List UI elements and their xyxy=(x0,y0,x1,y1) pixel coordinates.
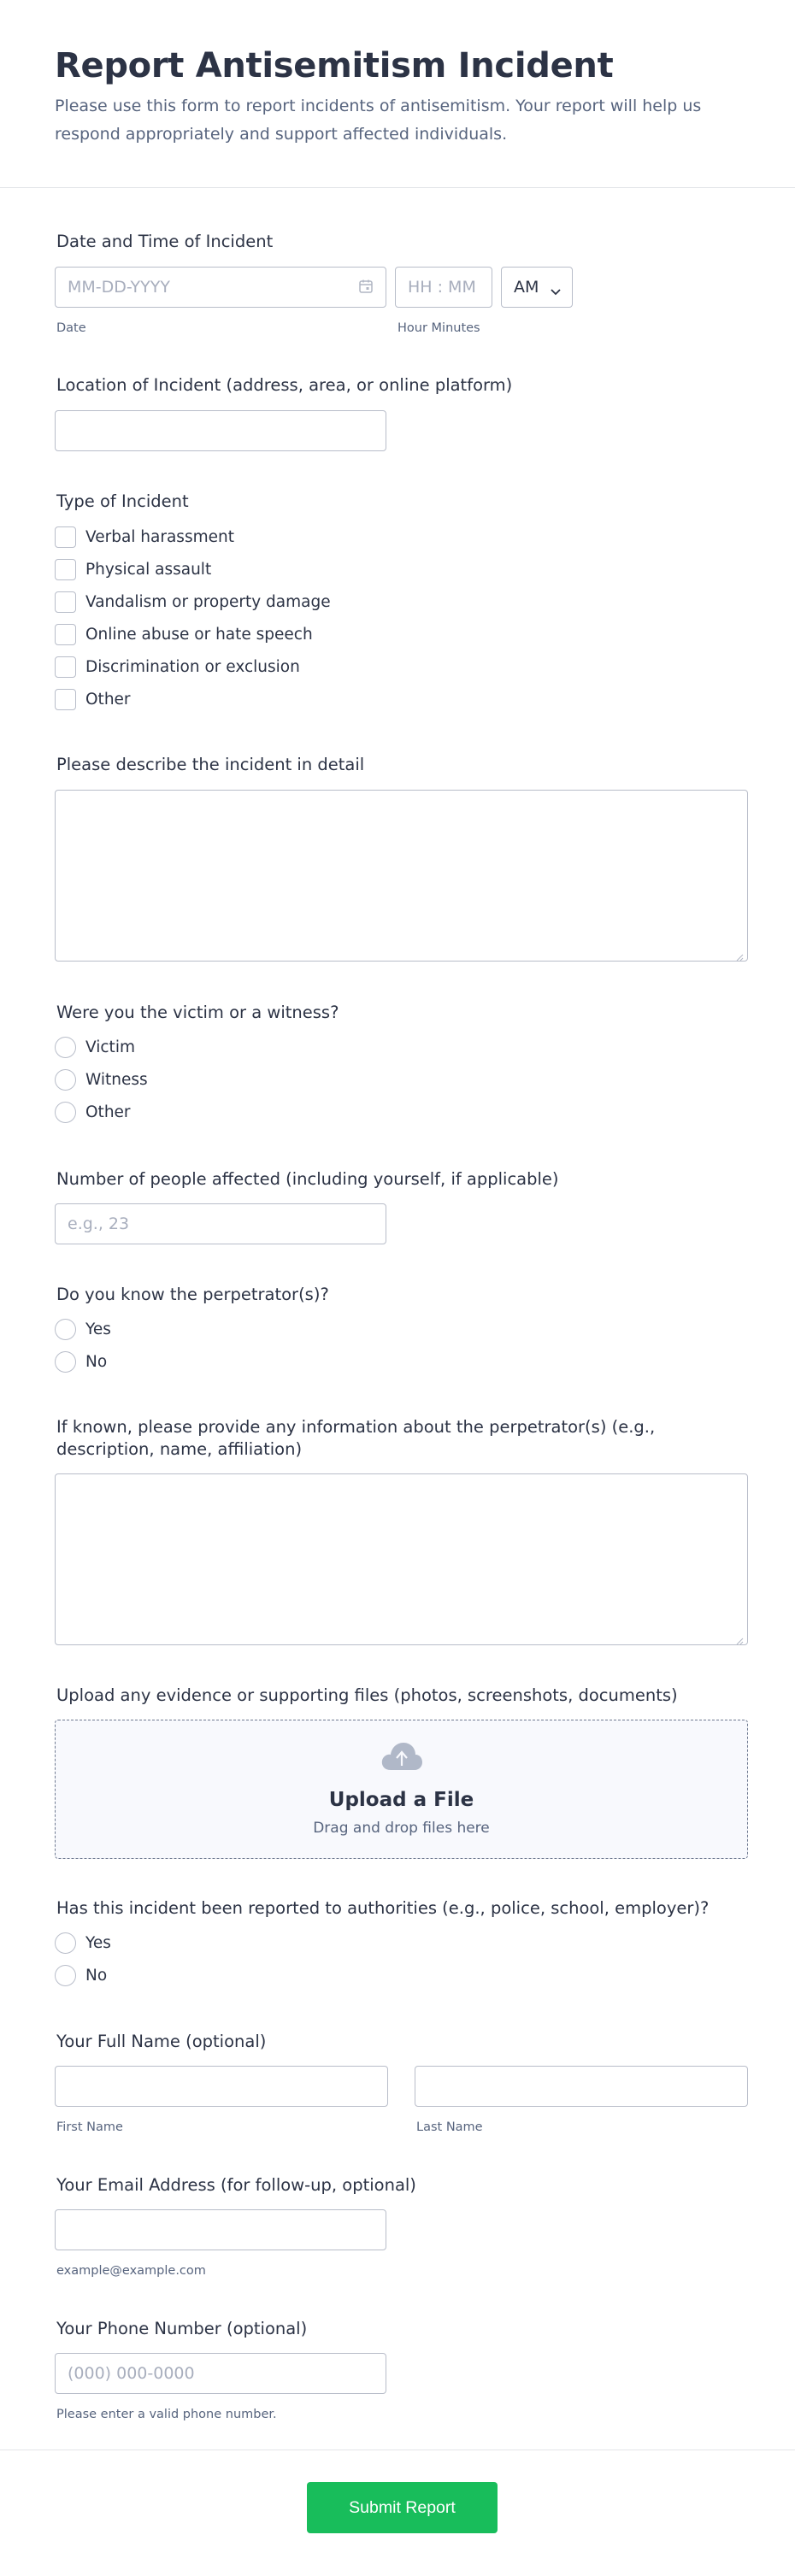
date-sublabel: Date xyxy=(56,321,86,335)
checkbox-box[interactable] xyxy=(55,689,76,710)
radio-label: Victim xyxy=(85,1038,135,1056)
checkbox-box[interactable] xyxy=(55,656,76,678)
radio-circle[interactable] xyxy=(55,1932,76,1954)
radio-victim[interactable] xyxy=(55,1037,135,1058)
radio-circle[interactable] xyxy=(55,1102,76,1123)
know-perpetrator-label: Do you know the perpetrator(s)? xyxy=(56,1285,329,1304)
checkbox-box[interactable] xyxy=(55,591,76,613)
ampm-value: AM xyxy=(514,278,539,297)
checkbox-label: Verbal harassment xyxy=(85,528,234,546)
file-upload-dropzone[interactable] xyxy=(55,1720,748,1859)
radio-label: Yes xyxy=(85,1934,111,1952)
phone-label: Your Phone Number (optional) xyxy=(56,2319,308,2338)
form-title: Report Antisemitism Incident xyxy=(55,46,614,85)
last-name-sublabel: Last Name xyxy=(416,2120,483,2134)
checkbox-discrimination[interactable] xyxy=(55,656,300,678)
checkbox-label: Discrimination or exclusion xyxy=(85,658,300,676)
checkbox-label: Physical assault xyxy=(85,561,212,579)
cloud-upload-icon xyxy=(380,1741,423,1775)
last-name-input[interactable] xyxy=(415,2066,748,2107)
date-time-label: Date and Time of Incident xyxy=(56,232,274,251)
checkbox-box[interactable] xyxy=(55,559,76,580)
affected-label: Number of people affected (including yourself, if applicable) xyxy=(56,1169,559,1189)
radio-label: Yes xyxy=(85,1320,111,1338)
description-label: Please describe the incident in detail xyxy=(56,755,365,774)
email-sublabel: example@example.com xyxy=(56,2264,206,2278)
form-header xyxy=(0,0,795,188)
time-sublabel: Hour Minutes xyxy=(398,321,480,335)
radio-label: No xyxy=(85,1967,108,1985)
radio-reported-no[interactable] xyxy=(55,1965,107,1986)
checkbox-physical-assault[interactable] xyxy=(55,559,211,580)
perpetrator-info-label: If known, please provide any information about the perpetrator(s) (e.g., description, name, affiliation) xyxy=(56,1417,656,1459)
time-placeholder: HH : MM xyxy=(408,278,476,297)
resize-handle-icon[interactable] xyxy=(735,1632,744,1641)
radio-other[interactable] xyxy=(55,1102,131,1123)
radio-label: Witness xyxy=(85,1071,148,1089)
upload-label: Upload any evidence or supporting files (photos, screenshots, documents) xyxy=(56,1685,678,1705)
time-input[interactable] xyxy=(395,267,492,308)
first-name-input[interactable] xyxy=(55,2066,388,2107)
first-name-sublabel: First Name xyxy=(56,2120,123,2134)
submit-report-button[interactable]: Submit Report xyxy=(307,2482,498,2533)
date-placeholder: MM-DD-YYYY xyxy=(68,278,170,297)
date-input[interactable] xyxy=(55,267,386,308)
radio-circle[interactable] xyxy=(55,1965,76,1986)
radio-witness[interactable] xyxy=(55,1069,148,1091)
phone-placeholder: (000) 000-0000 xyxy=(68,2364,195,2383)
location-input[interactable] xyxy=(55,410,386,451)
checkbox-box[interactable] xyxy=(55,624,76,645)
resize-handle-icon[interactable] xyxy=(735,949,744,957)
full-name-label: Your Full Name (optional) xyxy=(56,2032,267,2051)
radio-reported-yes[interactable] xyxy=(55,1932,111,1954)
checkbox-verbal-harassment[interactable] xyxy=(55,526,234,548)
ampm-select[interactable] xyxy=(501,267,573,308)
checkbox-label: Other xyxy=(85,691,131,709)
phone-sublabel: Please enter a valid phone number. xyxy=(56,2408,277,2421)
description-textarea[interactable] xyxy=(55,790,748,962)
checkbox-label: Online abuse or hate speech xyxy=(85,626,313,644)
radio-label: No xyxy=(85,1353,108,1371)
radio-circle[interactable] xyxy=(55,1319,76,1340)
radio-circle[interactable] xyxy=(55,1069,76,1091)
form-description: Please use this form to report incidents of antisemitism. Your report will help us respond appropriately and support affected individuals. xyxy=(55,97,702,144)
checkbox-label: Vandalism or property damage xyxy=(85,593,331,611)
checkbox-online-abuse[interactable] xyxy=(55,624,313,645)
chevron-down-icon xyxy=(550,282,562,301)
calendar-icon[interactable] xyxy=(358,279,374,298)
incident-type-label: Type of Incident xyxy=(56,491,189,511)
radio-know-yes[interactable] xyxy=(55,1319,111,1340)
location-label: Location of Incident (address, area, or online platform) xyxy=(56,375,513,395)
affected-input[interactable] xyxy=(55,1203,386,1244)
reported-label: Has this incident been reported to authorities (e.g., police, school, employer)? xyxy=(56,1898,710,1918)
radio-circle[interactable] xyxy=(55,1037,76,1058)
upload-subtitle: Drag and drop files here xyxy=(313,1820,490,1837)
email-label: Your Email Address (for follow-up, optional) xyxy=(56,2175,416,2195)
perpetrator-info-textarea[interactable] xyxy=(55,1473,748,1645)
radio-label: Other xyxy=(85,1103,131,1121)
upload-title: Upload a File xyxy=(328,1789,474,1811)
email-input[interactable] xyxy=(55,2209,386,2250)
phone-input[interactable] xyxy=(55,2353,386,2394)
checkbox-vandalism[interactable] xyxy=(55,591,331,613)
role-label: Were you the victim or a witness? xyxy=(56,1003,339,1022)
checkbox-other[interactable] xyxy=(55,689,131,710)
checkbox-box[interactable] xyxy=(55,526,76,548)
radio-circle[interactable] xyxy=(55,1351,76,1373)
radio-know-no[interactable] xyxy=(55,1351,107,1373)
affected-placeholder: e.g., 23 xyxy=(68,1214,130,1233)
